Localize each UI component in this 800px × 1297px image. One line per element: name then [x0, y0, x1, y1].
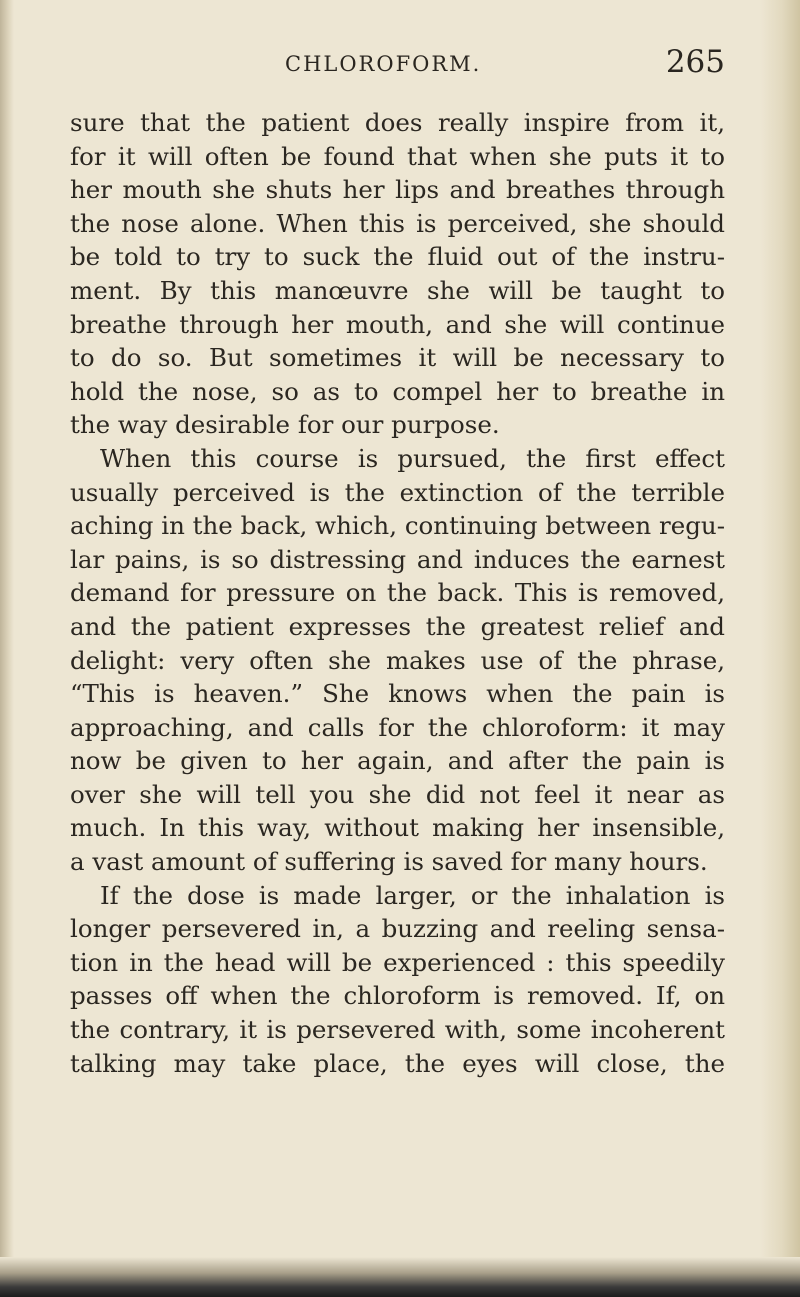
- text-line: approaching, and calls for the chloroform: it may: [70, 712, 725, 742]
- text-line: to do so. But sometimes it will be necessary to: [70, 343, 725, 373]
- text-line: her mouth she shuts her lips and breathes through: [70, 175, 725, 205]
- text-line: usually perceived is the extinction of the terrible: [70, 477, 725, 507]
- text-line: a vast amount of suffering is saved for many hours.: [70, 847, 708, 877]
- page-bottom-edge: [0, 1257, 800, 1297]
- text-line: be told to try to suck the fluid out of the instru-: [70, 242, 725, 272]
- text-line: much. In this way, without making her insensible,: [70, 813, 725, 843]
- page-gutter-shadow: [0, 0, 14, 1297]
- text-line: the contrary, it is persevered with, some incoherent: [70, 1015, 725, 1045]
- text-line: “This is heaven.” She knows when the pain is: [70, 679, 725, 709]
- text-line: sure that the patient does really inspire from it,: [70, 108, 725, 137]
- text-line: and the patient expresses the greatest relief and: [70, 611, 725, 641]
- page-header: [70, 44, 725, 84]
- text-line: talking may take place, the eyes will close, the: [70, 1048, 725, 1078]
- text-line: demand for pressure on the back. This is removed,: [70, 578, 725, 608]
- text-line: the nose alone. When this is perceived, she should: [70, 208, 725, 238]
- text-line: longer persevered in, a buzzing and reeling sensa-: [70, 914, 725, 944]
- page-edge-shadow: [760, 0, 800, 1297]
- page-number: 265: [665, 44, 725, 80]
- body-text: [70, 106, 725, 1080]
- text-line: If the dose is made larger, or the inhalation is: [100, 880, 725, 910]
- text-line: passes off when the chloroform is removed. If, on: [70, 981, 725, 1011]
- text-line: When this course is pursued, the first effect: [100, 443, 725, 473]
- text-line: over she will tell you she did not feel it near as: [70, 779, 725, 809]
- text-line: tion in the head will be experienced : this speedily: [70, 947, 725, 977]
- text-line: for it will often be found that when she puts it to: [70, 141, 725, 171]
- text-line: the way desirable for our purpose.: [70, 410, 500, 440]
- text-line: now be given to her again, and after the pain is: [70, 746, 725, 776]
- text-line: hold the nose, so as to compel her to breathe in: [70, 376, 725, 406]
- text-line: breathe through her mouth, and she will continue: [70, 309, 725, 339]
- text-line: ment. By this manœuvre she will be taught to: [70, 275, 725, 305]
- text-line: aching in the back, which, continuing between regu-: [70, 511, 725, 541]
- text-line: lar pains, is so distressing and induces the earnest: [70, 544, 725, 574]
- text-line: delight: very often she makes use of the phrase,: [70, 645, 725, 675]
- running-head: CHLOROFORM.: [285, 52, 482, 76]
